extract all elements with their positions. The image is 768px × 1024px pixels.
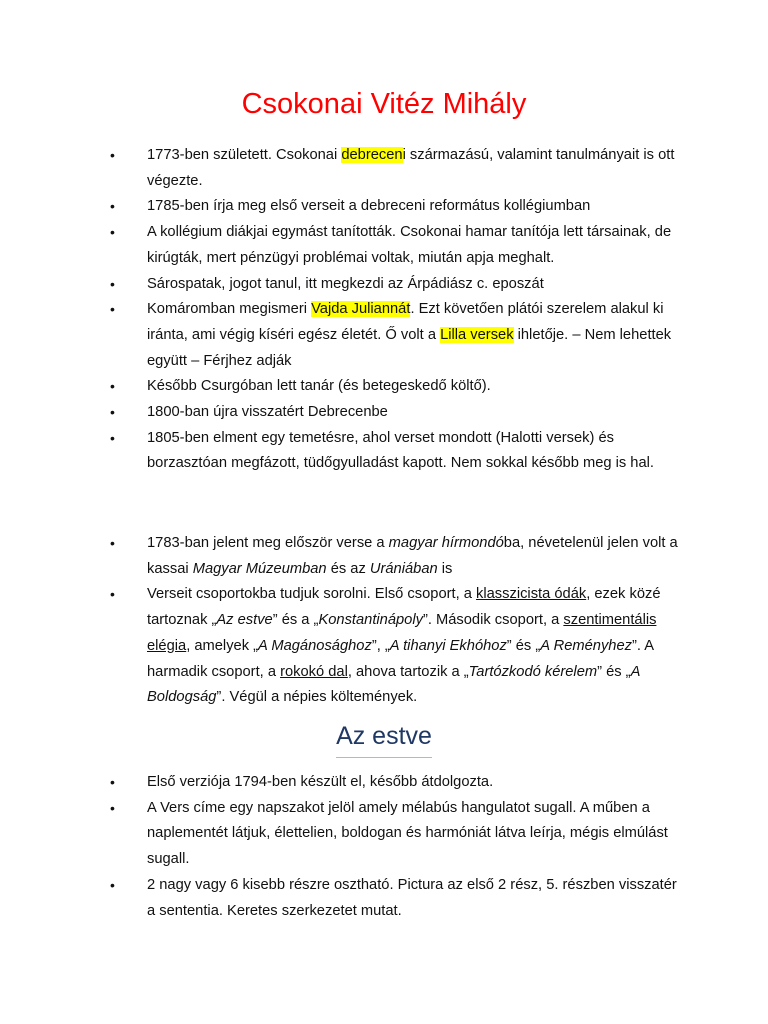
list-item: • Sárospatak, jogot tanul, itt megkezdi az Árpádiász c. eposzát [110,272,685,298]
bullet-list-biography [110,143,685,477]
list-item: • Verseit csoportokba tudjuk sorolni. Első csoport, a klasszicista ódák, ezek közé tartoznak „Az estve” és a „Konstantinápoly”. Második csoport, a szentimentális elégia, amelyek „A Magánosághoz”, „A tihanyi Ekhóhoz” és „A Reményhez”. A harmadik csoport, a rokokó dal, ahova tartozik a „Tartózkodó kérelem” és „A Boldogság”. Végül a népies költemények. [110,582,685,711]
list-item: • 1800-ban újra visszatért Debrecenbe [110,400,685,426]
underlined-text: klasszicista ódák [476,586,587,603]
highlighted-text: Vajda Juliannát [311,301,411,318]
list-item: • 1773-ben született. Csokonai debreceni származású, valamint tanulmányait is ott végezte. [110,143,685,194]
page-title: Csokonai Vitéz Mihály [241,88,527,120]
list-item: • 1783-ban jelent meg először verse a magyar hírmondóba, névetelenül jelen volt a kassai Magyar Múzeumban és az Urániában is [110,531,685,582]
list-item: • 1805-ben elment egy temetésre, ahol verset mondott (Halotti versek) és borzasztóan megfázott, tüdőgyulladást kapott. Nem sokkal később meg is hal. [110,426,685,477]
italic-text: A Reményhez [540,637,632,654]
section-heading: Az estve [336,718,432,758]
bullet-list-az-estve [110,770,685,924]
italic-text: A tihanyi Ekhóhoz [389,637,507,654]
section-heading-wrap [0,718,768,758]
highlighted-text: debrecen [341,147,403,163]
italic-text: Konstantinápoly [318,612,423,629]
italic-text: magyar hírmondó [388,535,504,551]
list-item: • Első verziója 1794-ben készült el, később átdolgozta. [110,770,685,796]
list-item: • A kollégium diákjai egymást tanították. Csokonai hamar tanítója lett társainak, de kirúgták, mert pénzügyi problémai voltak, miután apja meghalt. [110,220,685,271]
italic-text: A Magánosághoz [258,637,372,654]
list-item: • 1785-ben írja meg első verseit a debreceni református kollégiumban [110,194,685,220]
bullet-list-works [110,531,685,711]
italic-text: Tartózkodó kérelem [468,663,598,680]
italic-text: Az estve [216,612,273,629]
list-item: • Később Csurgóban lett tanár (és betegeskedő költő). [110,374,685,400]
underlined-text: rokokó dal [280,663,348,680]
italic-text: Magyar Múzeumban [192,560,327,577]
italic-text: Urániában [369,560,438,577]
italic-text: A Boldogság [147,663,640,706]
highlighted-text: Lilla versek [440,326,514,343]
list-item: • A Vers címe egy napszakot jelöl amely mélabús hangulatot sugall. A műben a naplementét látjuk, élettelien, boldogan és harmóniát látva leírja, mégis elmúlást sugall. [110,796,685,873]
underlined-text: szentimentális elégia [147,612,657,654]
list-item: • 2 nagy vagy 6 kisebb részre osztható. Pictura az első 2 rész, 5. részben visszatér a sententia. Keretes szerkezetet mutat. [110,873,685,924]
list-item: • Komáromban megismeri Vajda Juliannát. Ezt követően plátói szerelem alakul ki iránta, ami végig kíséri egész életét. Ő volt a Lilla versek ihletője. – Nem lehettek együtt – Férjhez adják [110,297,685,374]
